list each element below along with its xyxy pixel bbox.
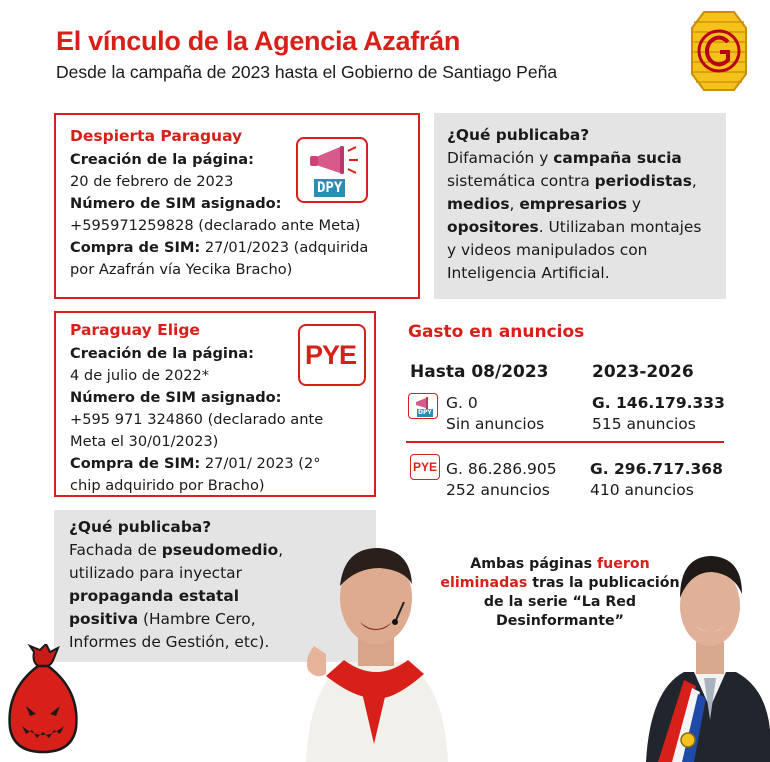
note-l2b: tras la publicación: [527, 575, 680, 591]
dpy-mini-logo: [408, 393, 438, 419]
dpy-purchase-value: 27/01/2023 (adquirida: [200, 239, 369, 256]
dpy-what-title: ¿Qué publicaba?: [447, 126, 590, 144]
dpy-what-panel: [434, 113, 726, 299]
dpy-what-l1b: campaña sucia: [553, 149, 682, 167]
megaphone-icon: [306, 143, 362, 179]
pye-what-l1a: Fachada de: [69, 541, 162, 559]
dpy-ads-v2: G. 146.179.333: [592, 394, 725, 412]
dpy-purchase-value-2: por Azafrán vía Yecika Bracho): [70, 261, 293, 278]
money-bag-icon: [4, 644, 82, 756]
ads-col-head-2: 2023-2026: [592, 362, 694, 382]
agency-emblem-icon: [688, 8, 750, 94]
pye-what-l2: utilizado para inyectar: [69, 564, 242, 582]
dpy-what-l3a: medios: [447, 195, 510, 213]
pye-what-l4a: positiva: [69, 610, 139, 628]
pye-ads-v2: G. 296.717.368: [590, 460, 723, 478]
pye-purchase-value: 27/01/ 2023 (2°: [200, 455, 321, 472]
dpy-logo-text: DPY: [314, 179, 345, 197]
pye-logo: [298, 324, 366, 386]
speaker-photo: [296, 534, 456, 762]
dpy-ads-v1: G. 0: [446, 394, 478, 412]
pye-what-l3: propaganda estatal: [69, 587, 240, 605]
pye-page-name: Paraguay Elige: [70, 321, 200, 339]
ads-divider: [406, 441, 724, 443]
pye-purchase-value-2: chip adquirido por Bracho): [70, 477, 265, 494]
dpy-what-l2a: sistemática contra: [447, 172, 595, 190]
pye-purchase-label: Compra de SIM:: [70, 455, 201, 472]
pye-creation-label: Creación de la página:: [70, 345, 254, 362]
dpy-what-l4b: . Utilizaban montajes: [538, 218, 702, 236]
pye-what-l1b: pseudomedio: [161, 541, 279, 559]
pye-mini-logo-text: PYE: [413, 460, 438, 474]
dpy-what-l2b: periodistas: [594, 172, 692, 190]
pye-ads-v1: G. 86.286.905: [446, 460, 557, 478]
note-l3: de la serie “La Red: [483, 594, 637, 610]
pye-what-title: ¿Qué publicaba?: [69, 518, 212, 536]
dpy-what-l2c: ,: [691, 172, 697, 190]
megaphone-mini-icon: [412, 396, 436, 410]
page-title: El vínculo de la Agencia Azafrán: [56, 26, 461, 56]
pye-mini-logo: [410, 454, 440, 480]
dpy-what-l5: y videos manipulados con: [447, 241, 648, 259]
dpy-creation-date: 20 de febrero de 2023: [70, 173, 234, 190]
dpy-what-l3b: ,: [509, 195, 520, 213]
page-subtitle: Desde la campaña de 2023 hasta el Gobierno de Santiago Peña: [56, 62, 558, 82]
dpy-page-name: Despierta Paraguay: [70, 127, 243, 145]
pye-sim-label: Número de SIM asignado:: [70, 389, 282, 406]
dpy-logo: [296, 137, 368, 203]
ads-col-head-1: Hasta 08/2023: [410, 362, 549, 382]
dpy-creation-label: Creación de la página:: [70, 151, 254, 168]
president-photo: [644, 530, 770, 762]
note-l2a: eliminadas: [440, 575, 528, 591]
dpy-purchase-label: Compra de SIM:: [70, 239, 201, 256]
pye-sim-value: +595 971 324860 (declarado ante: [70, 411, 324, 428]
ads-section-title: Gasto en anuncios: [408, 322, 585, 342]
pye-logo-text: PYE: [305, 340, 357, 370]
dpy-ads-v2b: 515 anuncios: [592, 415, 696, 433]
pye-creation-date: 4 de julio de 2022*: [70, 367, 210, 384]
dpy-sim-label: Número de SIM asignado:: [70, 195, 282, 212]
dpy-what-l3d: y: [626, 195, 641, 213]
note-l1b: fueron: [596, 556, 650, 572]
dpy-ads-v1b: Sin anuncios: [446, 415, 545, 433]
dpy-what-l4a: opositores: [447, 218, 539, 236]
dpy-what-l6: Inteligencia Artificial.: [447, 264, 610, 282]
pye-what-l5: Informes de Gestión, etc).: [69, 633, 270, 651]
note-l4: Desinformante”: [496, 613, 624, 629]
dpy-sim-value: +595971259828 (declarado ante Meta): [70, 217, 361, 234]
note-l1a: Ambas páginas: [470, 556, 597, 572]
pye-ads-v1b: 252 anuncios: [446, 481, 550, 499]
dpy-what-l1a: Difamación y: [447, 149, 554, 167]
pye-what-l4b: (Hambre Cero,: [138, 610, 256, 628]
pye-sim-value-2: Meta el 30/01/2023): [70, 433, 219, 450]
pye-what-l1c: ,: [278, 541, 284, 559]
dpy-what-l3c: empresarios: [519, 195, 627, 213]
pye-ads-v2b: 410 anuncios: [590, 481, 694, 499]
dpy-mini-logo-text: DPY: [418, 409, 432, 416]
